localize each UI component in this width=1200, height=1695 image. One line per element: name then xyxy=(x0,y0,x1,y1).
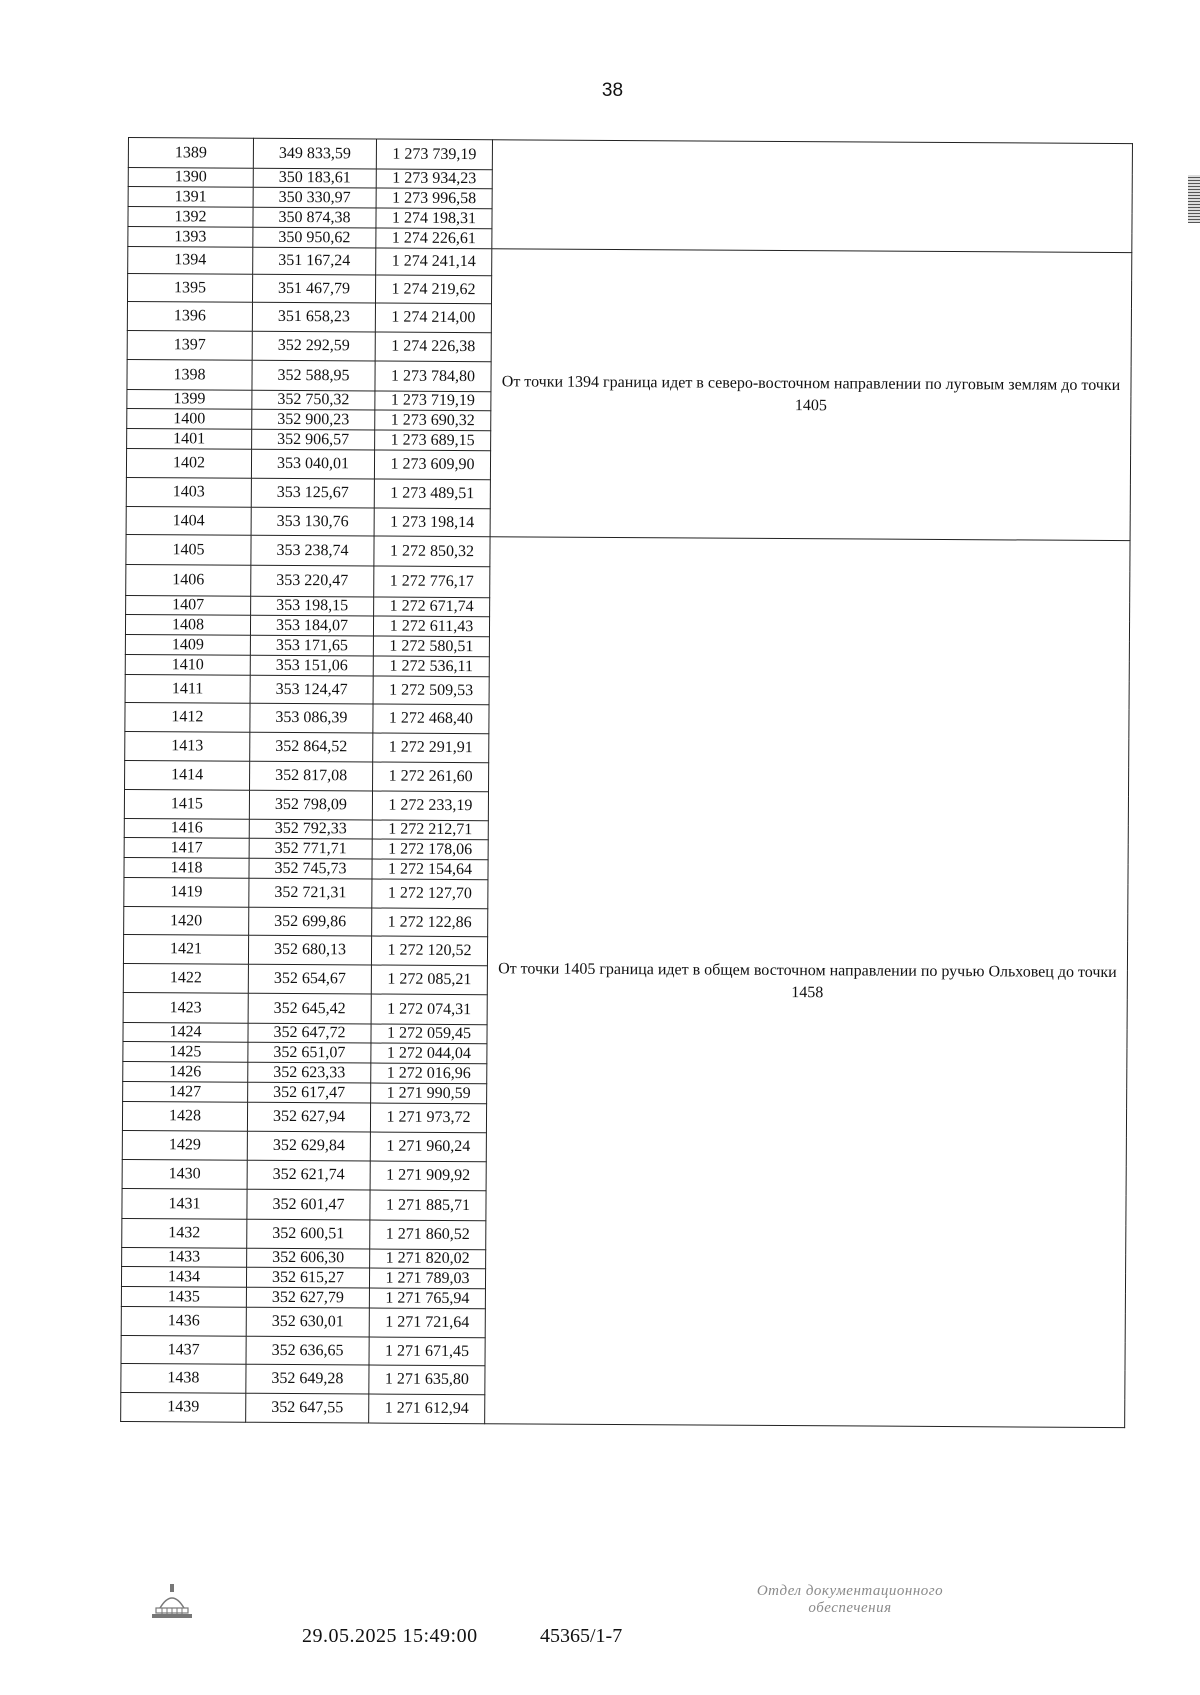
x-coordinate-cell: 352 647,55 xyxy=(246,1393,369,1423)
point-number-cell: 1416 xyxy=(124,818,249,838)
y-coordinate-cell: 1 272 085,21 xyxy=(371,965,487,995)
y-coordinate-cell: 1 273 489,51 xyxy=(374,479,490,509)
point-number-cell: 1432 xyxy=(122,1218,247,1248)
point-number-cell: 1418 xyxy=(124,857,249,878)
x-coordinate-cell: 353 040,01 xyxy=(251,449,374,479)
x-coordinate-cell: 352 906,57 xyxy=(252,429,375,450)
y-coordinate-cell: 1 271 635,80 xyxy=(369,1365,485,1395)
x-coordinate-cell: 349 833,59 xyxy=(253,138,376,169)
y-coordinate-cell: 1 274 198,31 xyxy=(376,208,492,229)
point-number-cell: 1435 xyxy=(121,1286,246,1307)
x-coordinate-cell: 353 171,65 xyxy=(250,635,373,656)
point-number-cell: 1439 xyxy=(121,1392,246,1422)
point-number-cell: 1404 xyxy=(126,506,251,535)
x-coordinate-cell: 352 627,94 xyxy=(247,1102,370,1132)
y-coordinate-cell: 1 272 850,32 xyxy=(374,536,490,567)
y-coordinate-cell: 1 272 536,11 xyxy=(373,656,489,677)
y-coordinate-cell: 1 272 671,74 xyxy=(374,597,490,617)
x-coordinate-cell: 352 645,42 xyxy=(248,993,371,1024)
point-number-cell: 1414 xyxy=(125,760,250,790)
y-coordinate-cell: 1 272 611,43 xyxy=(373,616,489,637)
point-number-cell: 1434 xyxy=(121,1266,246,1287)
x-coordinate-cell: 353 086,39 xyxy=(250,703,373,733)
x-coordinate-cell: 352 588,95 xyxy=(252,360,375,391)
y-coordinate-cell: 1 274 226,38 xyxy=(375,332,491,362)
y-coordinate-cell: 1 272 044,04 xyxy=(371,1043,487,1064)
y-coordinate-cell: 1 272 509,53 xyxy=(373,676,489,705)
point-number-cell: 1428 xyxy=(122,1101,247,1131)
point-number-cell: 1410 xyxy=(125,654,250,675)
y-coordinate-cell: 1 271 789,03 xyxy=(369,1268,485,1289)
x-coordinate-cell: 350 183,61 xyxy=(253,168,376,188)
y-coordinate-cell: 1 272 120,52 xyxy=(371,936,487,966)
point-number-cell: 1433 xyxy=(122,1247,247,1267)
x-coordinate-cell: 350 330,97 xyxy=(253,187,376,208)
x-coordinate-cell: 352 623,33 xyxy=(248,1062,371,1083)
department-stamp xyxy=(700,1583,1000,1617)
point-number-cell: 1429 xyxy=(122,1130,247,1160)
y-coordinate-cell: 1 272 212,71 xyxy=(372,820,488,840)
point-number-cell: 1389 xyxy=(128,138,253,169)
y-coordinate-cell: 1 272 127,70 xyxy=(372,879,488,909)
point-number-cell: 1400 xyxy=(127,408,252,429)
x-coordinate-cell: 352 771,71 xyxy=(249,838,372,859)
x-coordinate-cell: 352 817,08 xyxy=(250,761,373,791)
y-coordinate-cell: 1 272 122,86 xyxy=(372,908,488,937)
y-coordinate-cell: 1 272 016,96 xyxy=(371,1063,487,1084)
y-coordinate-cell: 1 273 689,15 xyxy=(375,430,491,451)
y-coordinate-cell: 1 273 198,14 xyxy=(374,508,490,537)
point-number-cell: 1412 xyxy=(125,702,250,732)
y-coordinate-cell: 1 271 721,64 xyxy=(369,1308,485,1338)
x-coordinate-cell: 351 467,79 xyxy=(252,274,375,303)
y-coordinate-cell: 1 271 990,59 xyxy=(371,1083,487,1104)
x-coordinate-cell: 353 198,15 xyxy=(251,596,374,616)
x-coordinate-cell: 352 647,72 xyxy=(248,1023,371,1043)
scan-edge-mark xyxy=(1188,175,1200,223)
y-coordinate-cell: 1 272 776,17 xyxy=(374,566,490,598)
point-number-cell: 1393 xyxy=(128,227,253,248)
x-coordinate-cell: 352 680,13 xyxy=(248,935,371,965)
point-number-cell: 1396 xyxy=(127,302,252,332)
point-number-cell: 1430 xyxy=(122,1159,247,1189)
x-coordinate-cell: 352 606,30 xyxy=(247,1248,370,1268)
y-coordinate-cell: 1 271 765,94 xyxy=(369,1288,485,1309)
point-number-cell: 1409 xyxy=(125,634,250,655)
x-coordinate-cell: 352 900,23 xyxy=(252,409,375,430)
y-coordinate-cell: 1 274 226,61 xyxy=(376,228,492,249)
point-number-cell: 1394 xyxy=(128,247,253,275)
point-number-cell: 1403 xyxy=(126,477,251,507)
x-coordinate-cell: 352 798,09 xyxy=(249,790,372,820)
x-coordinate-cell: 352 617,47 xyxy=(248,1082,371,1103)
y-coordinate-cell: 1 271 820,02 xyxy=(370,1249,486,1269)
x-coordinate-cell: 350 950,62 xyxy=(253,227,376,248)
x-coordinate-cell: 353 151,06 xyxy=(250,655,373,676)
y-coordinate-cell: 1 273 719,19 xyxy=(375,391,491,411)
y-coordinate-cell: 1 271 973,72 xyxy=(370,1103,486,1133)
point-number-cell: 1420 xyxy=(124,906,249,935)
x-coordinate-cell: 353 238,74 xyxy=(251,535,374,566)
y-coordinate-cell: 1 274 241,14 xyxy=(376,248,492,276)
x-coordinate-cell: 352 292,59 xyxy=(252,331,375,361)
x-coordinate-cell: 352 750,32 xyxy=(252,390,375,410)
x-coordinate-cell: 352 864,52 xyxy=(250,732,373,762)
x-coordinate-cell: 353 124,47 xyxy=(250,675,373,704)
x-coordinate-cell: 352 636,65 xyxy=(246,1336,369,1365)
boundary-description-cell: От точки 1394 граница идет в северо-восточном направлении по луговым землям до точки 1405 xyxy=(490,249,1132,541)
x-coordinate-cell: 352 721,31 xyxy=(249,878,372,908)
x-coordinate-cell: 352 745,73 xyxy=(249,858,372,879)
description-cell-empty xyxy=(492,140,1133,253)
y-coordinate-cell: 1 274 219,62 xyxy=(375,275,491,304)
point-number-cell: 1431 xyxy=(122,1188,247,1219)
point-number-cell: 1423 xyxy=(123,992,248,1023)
y-coordinate-cell: 1 272 059,45 xyxy=(371,1024,487,1044)
x-coordinate-cell: 352 699,86 xyxy=(249,907,372,936)
point-number-cell: 1390 xyxy=(128,168,253,188)
point-number-cell: 1395 xyxy=(127,274,252,303)
point-number-cell: 1392 xyxy=(128,207,253,228)
x-coordinate-cell: 352 627,79 xyxy=(246,1287,369,1308)
point-number-cell: 1424 xyxy=(123,1022,248,1042)
y-coordinate-cell: 1 273 996,58 xyxy=(376,188,492,209)
point-number-cell: 1427 xyxy=(123,1081,248,1102)
point-number-cell: 1391 xyxy=(128,187,253,208)
point-number-cell: 1397 xyxy=(127,330,252,360)
point-number-cell: 1402 xyxy=(126,448,251,478)
y-coordinate-cell: 1 271 960,24 xyxy=(370,1132,486,1162)
y-coordinate-cell: 1 271 860,52 xyxy=(370,1220,486,1250)
print-datetime: 29.05.2025 15:49:00 xyxy=(302,1625,478,1647)
point-number-cell: 1419 xyxy=(124,877,249,907)
point-number-cell: 1408 xyxy=(125,614,250,635)
point-number-cell: 1413 xyxy=(125,731,250,761)
point-number-cell: 1415 xyxy=(124,789,249,819)
x-coordinate-cell: 352 629,84 xyxy=(247,1131,370,1161)
point-number-cell: 1406 xyxy=(126,564,251,596)
y-coordinate-cell: 1 272 261,60 xyxy=(373,762,489,792)
y-coordinate-cell: 1 274 214,00 xyxy=(375,303,491,333)
point-number-cell: 1401 xyxy=(127,428,252,449)
x-coordinate-cell: 352 654,67 xyxy=(248,964,371,994)
x-coordinate-cell: 352 601,47 xyxy=(247,1189,370,1220)
y-coordinate-cell: 1 273 784,80 xyxy=(375,361,491,392)
y-coordinate-cell: 1 273 934,23 xyxy=(376,169,492,189)
y-coordinate-cell: 1 272 580,51 xyxy=(373,636,489,657)
point-number-cell: 1399 xyxy=(127,389,252,409)
y-coordinate-cell: 1 273 690,32 xyxy=(375,410,491,431)
x-coordinate-cell: 351 167,24 xyxy=(253,247,376,275)
point-number-cell: 1417 xyxy=(124,837,249,858)
point-number-cell: 1422 xyxy=(123,963,248,993)
emblem-icon xyxy=(150,1580,194,1624)
point-number-cell: 1421 xyxy=(123,934,248,964)
y-coordinate-cell: 1 272 074,31 xyxy=(371,994,487,1025)
x-coordinate-cell: 353 125,67 xyxy=(251,478,374,508)
point-number-cell: 1407 xyxy=(126,595,251,615)
x-coordinate-cell: 352 600,51 xyxy=(247,1219,370,1249)
y-coordinate-cell: 1 271 671,45 xyxy=(369,1337,485,1366)
x-coordinate-cell: 352 615,27 xyxy=(246,1267,369,1288)
y-coordinate-cell: 1 272 154,64 xyxy=(372,859,488,880)
x-coordinate-cell: 352 630,01 xyxy=(246,1307,369,1337)
y-coordinate-cell: 1 272 233,19 xyxy=(372,791,488,821)
x-coordinate-cell: 353 130,76 xyxy=(251,507,374,536)
stamp-line-1: Отдел документационного xyxy=(756,1583,944,1599)
y-coordinate-cell: 1 272 178,06 xyxy=(372,839,488,860)
x-coordinate-cell: 353 184,07 xyxy=(250,615,373,636)
x-coordinate-cell: 352 792,33 xyxy=(249,819,372,839)
x-coordinate-cell: 353 220,47 xyxy=(251,565,374,597)
y-coordinate-cell: 1 273 609,90 xyxy=(374,450,490,480)
point-number-cell: 1426 xyxy=(123,1061,248,1082)
x-coordinate-cell: 350 874,38 xyxy=(253,207,376,228)
y-coordinate-cell: 1 271 612,94 xyxy=(369,1394,485,1424)
y-coordinate-cell: 1 273 739,19 xyxy=(376,139,492,170)
boundary-description-cell: От точки 1405 граница идет в общем восточном направлении по ручью Ольховец до точки 1458 xyxy=(485,537,1130,1428)
point-number-cell: 1437 xyxy=(121,1335,246,1364)
coordinates-table xyxy=(120,137,1133,1428)
y-coordinate-cell: 1 272 291,91 xyxy=(373,733,489,763)
y-coordinate-cell: 1 271 909,92 xyxy=(370,1161,486,1191)
point-number-cell: 1398 xyxy=(127,359,252,390)
x-coordinate-cell: 352 651,07 xyxy=(248,1042,371,1063)
page-number: 38 xyxy=(601,80,624,101)
x-coordinate-cell: 352 621,74 xyxy=(247,1160,370,1190)
x-coordinate-cell: 351 658,23 xyxy=(252,302,375,332)
point-number-cell: 1411 xyxy=(125,674,250,703)
y-coordinate-cell: 1 272 468,40 xyxy=(373,704,489,734)
y-coordinate-cell: 1 271 885,71 xyxy=(370,1190,486,1221)
point-number-cell: 1438 xyxy=(121,1363,246,1393)
point-number-cell: 1425 xyxy=(123,1041,248,1062)
x-coordinate-cell: 352 649,28 xyxy=(246,1364,369,1394)
point-number-cell: 1436 xyxy=(121,1306,246,1336)
document-number: 45365/1-7 xyxy=(540,1625,623,1647)
stamp-line-2: обеспечения xyxy=(808,1600,892,1616)
point-number-cell: 1405 xyxy=(126,534,251,565)
